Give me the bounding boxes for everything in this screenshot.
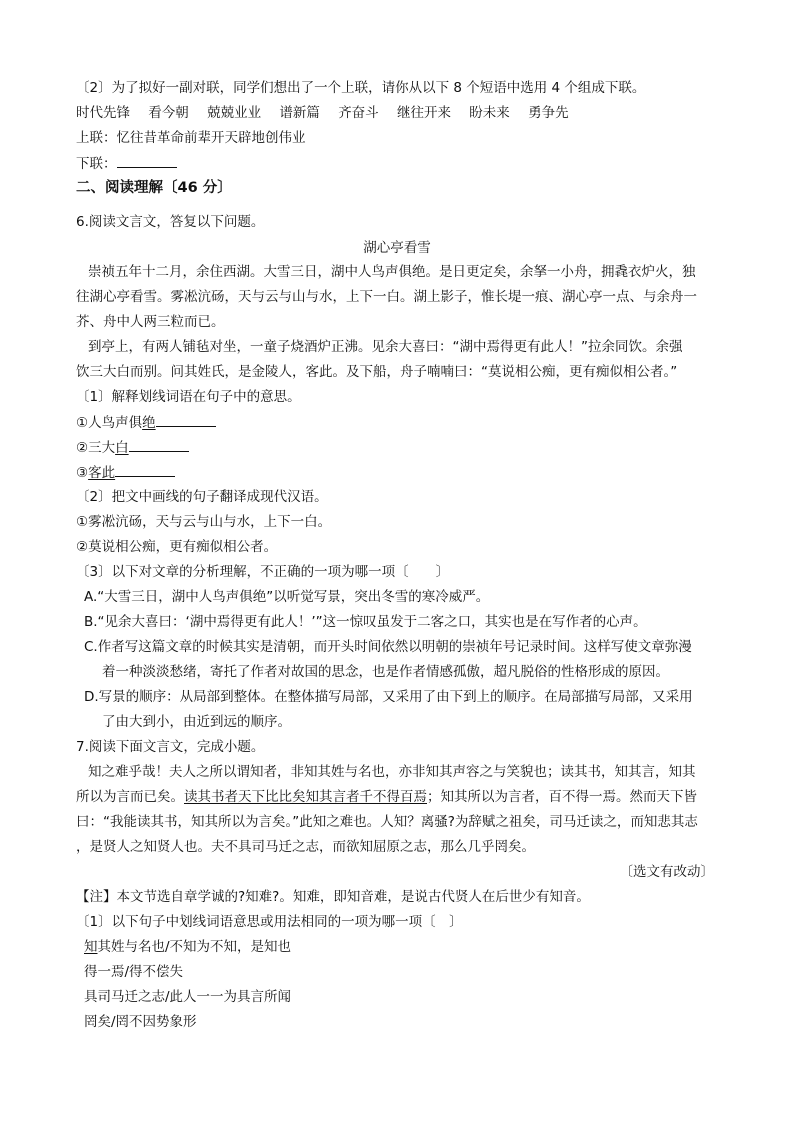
footnote: 【注】本文节选自章学诚的?知难?。知难，即知音难，是说古代贤人在后世少有知音。: [76, 889, 590, 905]
answer-blank[interactable]: [115, 462, 175, 477]
answer-blank[interactable]: [156, 412, 216, 427]
option-d: D.写景的顺序：从局部到整体。在整体描写局部，又采用了由下到上的顺序。在局部描写局部，又采用: [84, 689, 693, 705]
passage-text: 所以为言而已矣。: [76, 789, 184, 805]
phrase: 谱新篇: [279, 105, 320, 121]
passage-line: 到亭上，有两人铺毡对坐，一童子烧酒炉正沸。见余大喜曰：“湖中焉得更有此人！”拉余同饮。余强: [88, 339, 683, 355]
passage-line: 芥、舟中人两三粒而已。: [76, 314, 225, 330]
phrase: 看今朝: [148, 105, 189, 121]
lower-couplet: [76, 153, 726, 173]
option-text: 罔矣/罔不因势象形: [84, 1014, 197, 1030]
q6-sub1-item: [76, 412, 726, 432]
phrase: 时代先锋: [76, 105, 130, 121]
passage-line: 知之难乎哉！夫人之所以谓知者，非知其姓与名也，亦非知其声容之与笑貌也；读其书，知其言，知其: [88, 764, 696, 780]
q7-option: [84, 1012, 734, 1032]
passage-line: 崇祯五年十二月，余住西湖。大雪三日，湖中人鸟声俱绝。是日更定矣，余拏一小舟，拥毳衣炉火，独: [88, 264, 696, 280]
underlined-sentence: 读其书者天下比比矣知其言者千不得百焉: [184, 789, 427, 805]
passage-line: ，是贤人之知贤人也。夫不具司马迁之志，而欲知屈原之志，那么几乎罔矣。: [76, 839, 535, 855]
section-heading: 二、阅读理解〔46 分〕: [76, 180, 232, 196]
option-b: B.“见余大喜曰：‘湖中焉得更有此人！’”这一惊叹虽发于二客之口，其实也是在写作者的心声。: [84, 614, 647, 630]
q6-sub2-item: ②莫说相公痴，更有痴似相公者。: [76, 539, 278, 555]
option-d-cont: 了由大到小，由近到远的顺序。: [102, 714, 291, 730]
option-c: C.作者写这篇文章的时候其实是清朝，而开头时间依然以明朝的崇祯年号记录时间。这样写使文章弥漫: [84, 639, 692, 655]
q7-option: [84, 987, 734, 1007]
passage-title: 湖心亭看雪: [363, 240, 431, 256]
item-text: 人鸟声俱: [88, 415, 143, 431]
phrase: 继往开来: [396, 105, 451, 121]
q7-option: [84, 937, 734, 957]
underlined-word: 知: [84, 939, 98, 955]
q6-intro: 6.阅读文言文，答复以下问题。: [76, 214, 265, 230]
answer-blank[interactable]: [129, 437, 189, 452]
item-number: ①: [76, 415, 89, 431]
q7-option: [84, 962, 734, 982]
passage-line: 饮三大白而别。问其姓氏，是金陵人，客此。及下船，舟子喃喃曰：“莫说相公痴，更有痴似相公者。”: [76, 364, 678, 380]
couplet-prompt: 〔2〕为了拟好一副对联，同学们想出了一个上联，请你从以下 8 个短语中选用 4 个组成下联。: [76, 80, 646, 96]
phrase-list: [76, 103, 726, 123]
upper-couplet-label: 上联：: [76, 130, 117, 146]
q6-sub3-prompt: 〔3〕以下对文章的分析理解，不正确的一项为哪一项〔 〕: [76, 564, 450, 580]
q6-sub1-item: [76, 437, 726, 457]
source-note: 〔选文有改动〕: [619, 864, 714, 880]
item-number: ②: [76, 440, 89, 456]
q6-sub1-prompt: 〔1〕解释划线词语在句子中的意思。: [76, 389, 301, 405]
passage-line: [76, 787, 726, 807]
underlined-word: 白: [115, 440, 129, 456]
answer-blank[interactable]: [117, 153, 177, 168]
phrase: 盼未来: [469, 105, 510, 121]
upper-couplet: [76, 128, 726, 148]
phrase: 兢兢业业: [207, 105, 262, 121]
option-a: A.“大雪三日，湖中人鸟声俱绝”以听觉写景，突出冬雪的寒冷威严。: [84, 589, 490, 605]
option-c-cont: 着一种淡淡愁绪，寄托了作者对故国的思念，也是作者情感孤傲，超凡脱俗的性格形成的原因。: [102, 664, 669, 680]
item-number: ③: [76, 465, 89, 481]
passage-text: ；知其所以为言者，百不得一焉。然而天下皆: [427, 789, 697, 805]
q6-sub2-item: ①雾凇沆砀，天与云与山与水，上下一白。: [76, 514, 332, 530]
passage-line: 往湖心亭看雪。雾凇沆砀，天与云与山与水，上下一白。湖上影子，惟长堤一痕、湖心亭一点、与余舟一: [76, 289, 697, 305]
q7-intro: 7.阅读下面文言文，完成小题。: [76, 739, 265, 755]
q6-sub1-item: [76, 462, 726, 482]
option-text: 其姓与名也/不知为不知，是知也: [97, 939, 292, 955]
underlined-word: 绝: [142, 415, 156, 431]
item-text: 三大: [88, 440, 116, 456]
upper-couplet-text: 忆往昔革命前辈开天辟地创伟业: [116, 130, 306, 146]
phrase: 齐奋斗: [338, 105, 379, 121]
phrase: 勇争先: [528, 105, 569, 121]
underlined-word: 客此: [88, 465, 116, 481]
option-text: 得一焉/得不偿失: [84, 964, 184, 980]
q7-sub1-prompt: 〔1〕以下句子中划线词语意思或用法相同的一项为哪一项〔 〕: [76, 914, 463, 930]
q6-sub2-prompt: 〔2〕把文中画线的句子翻译成现代汉语。: [76, 489, 328, 505]
option-text: 具司马迁之志/此人一一为具言所闻: [84, 989, 292, 1005]
lower-couplet-label: 下联：: [76, 156, 117, 172]
passage-line: 曰：“我能读其书，知其所以为言矣。”此知之难也。人知？离骚?为辞赋之祖矣，司马迁读之，而知悲其志: [76, 814, 698, 830]
